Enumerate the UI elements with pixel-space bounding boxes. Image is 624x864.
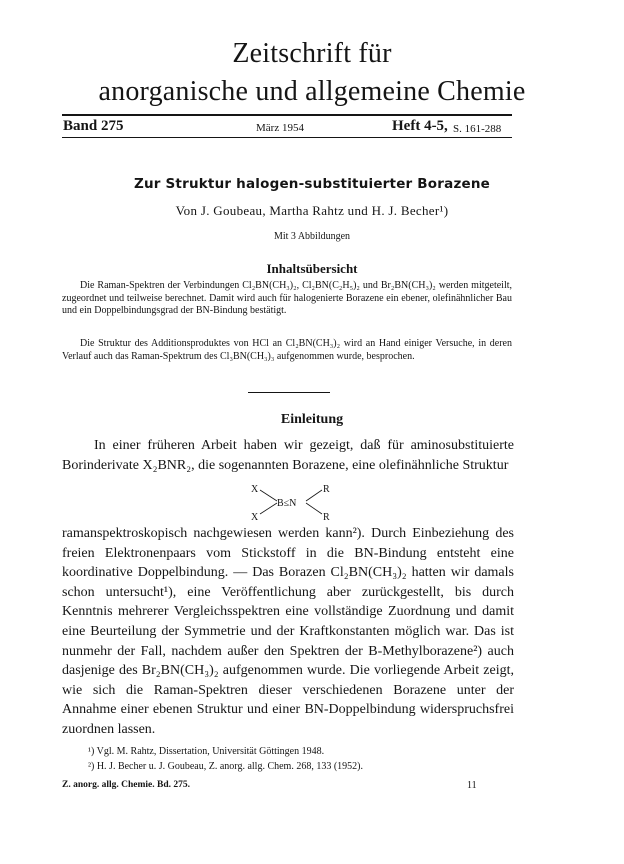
intro-paragraph-1: In einer früheren Arbeit haben wir gezeigt, daß für aminosubstituierte Borinderivate X₂BNR₂, die sogenannten Borazene, eine olefinähnliche Struktur	[62, 438, 514, 473]
borazene-structure-formula	[250, 482, 336, 522]
article-title: Zur Struktur halogen-substituierter Borazene	[133, 176, 491, 192]
figure-count: Mit 3 Abbildungen	[273, 231, 351, 242]
footer-journal: Z. anorg. allg. Chemie. Bd. 275.	[62, 780, 190, 790]
page-range: S. 161-288	[453, 123, 502, 135]
volume-label: Band 275	[63, 118, 124, 134]
issue-number: Heft 4-5,	[392, 118, 448, 134]
section-divider	[248, 392, 330, 393]
header-rule-bottom	[62, 137, 512, 138]
header-rule-top	[62, 114, 512, 116]
atom-x-bottom: X	[251, 512, 259, 522]
footnote-1: ¹) Vgl. M. Rahtz, Dissertation, Universität Göttingen 1948.	[88, 746, 325, 757]
intro-paragraph-2: ramanspektroskopisch nachgewiesen werden kann²). Durch Einbeziehung des freien Elektronenpaars vom Stickstoff in die BN-Bindung entsteht eine koordinative Doppelbindung. — Das Borazen Cl₂BN(CH₃)₂ hatten wir damals schon untersucht¹), eine Veröffentlichung aber zurückgestellt, bis durch Kenntnis mehrerer Vergleichsspektren eine vollständige Zuordnung und damit eine Beurteilung der Symmetrie und der Kraftkonstanten möglich war. Das ist nunmehr der Fall, nachdem außer den Spektren der B-Methylborazene²) auch dasjenige des Br₂BN(CH₃)₂ aufgenommen wurde. Die vorliegende Arbeit zeigt, wie sich die Raman-Spektren dieser verschiedenen Borazene unter der Annahme einer ebenen Struktur und einer BN-Doppelbindung widerspruchsfrei zuordnen lassen.	[62, 526, 514, 737]
article-authors: Von J. Goubeau, Martha Rahtz und H. J. Becher¹)	[175, 203, 449, 218]
abstract-paragraph-1: Die Raman-Spektren der Verbindungen Cl₂BN(CH₃)₂, Cl₂BN(C₂H₅)₂ und Br₂BN(CH₃)₂ werden mitgeteilt, zugeordnet und teilweise berechnet. Damit wird auch für halogenierte Borazene ein ebener, olefinähnlicher Bau und ein Doppelbindungsgrad der BN-Bindung bestätigt.	[62, 280, 512, 316]
bond-x-bottom	[260, 503, 277, 514]
issue-date: März 1954	[256, 122, 304, 134]
abstract-paragraph-2: Die Struktur des Additionsproduktes von HCl an Cl₂BN(CH₃)₂ wird an Hand einiger Versuche, in deren Verlauf auch das Raman-Spektrum des Cl₃BN(CH₃)₃ aufgenommen wurde, besprochen.	[62, 338, 512, 362]
journal-title-line1: Zeitschrift für	[232, 38, 392, 69]
bond-r-bottom	[306, 503, 322, 514]
atom-r-top: R	[323, 484, 330, 495]
atom-x-top: X	[251, 484, 259, 495]
atom-r-bottom: R	[323, 512, 330, 522]
abstract-heading: Inhaltsübersicht	[266, 261, 358, 276]
section-heading-intro: Einleitung	[280, 412, 344, 427]
page-number: 11	[467, 780, 477, 791]
footnote-2: ²) H. J. Becher u. J. Goubeau, Z. anorg. allg. Chem. 268, 133 (1952).	[88, 761, 363, 772]
bond-r-top	[306, 490, 322, 501]
journal-title-line2: anorganische und allgemeine Chemie	[98, 76, 526, 107]
bond-x-top	[260, 490, 277, 501]
bond-b-n: B≤N	[277, 498, 297, 509]
